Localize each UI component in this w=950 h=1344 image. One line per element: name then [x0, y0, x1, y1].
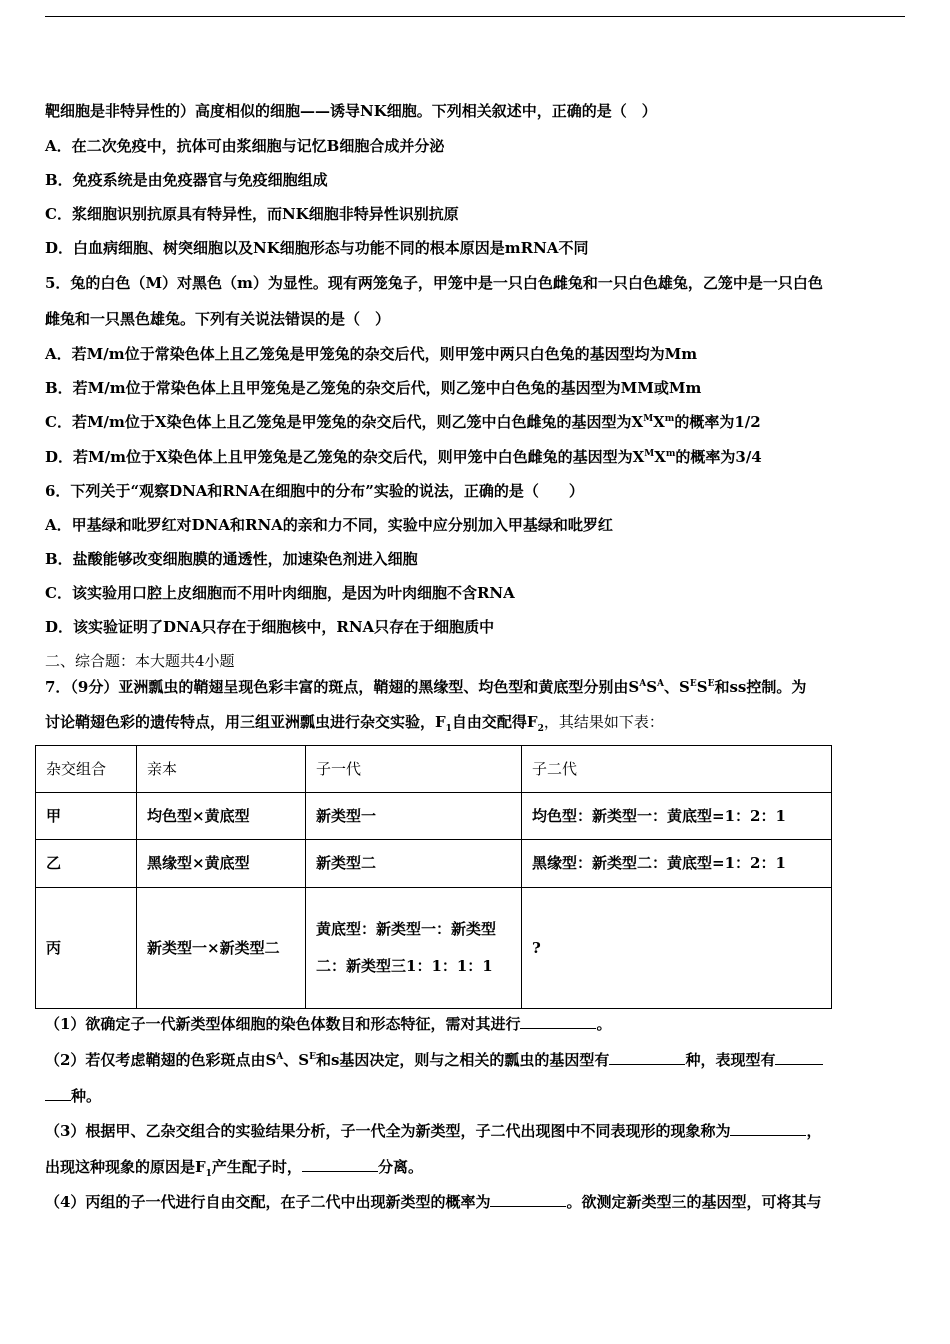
- q4-option-c: C．浆细胞识别抗原具有特异性，而NK细胞非特异性识别抗原: [45, 205, 459, 223]
- table-header-cell: 子一代: [306, 746, 522, 793]
- header-rule: [45, 16, 905, 17]
- table-header-row: [36, 746, 832, 793]
- answer-blank[interactable]: [45, 1086, 71, 1101]
- q5-option-a: A．若M/m位于常染色体上且乙笼兔是甲笼兔的杂交后代，则甲笼中两只白色兔的基因型均为Mm: [45, 345, 698, 363]
- section-heading: 二、综合题：本大题共4小题: [45, 652, 235, 670]
- table-cell: ?: [522, 888, 832, 1009]
- answer-blank[interactable]: [490, 1192, 566, 1207]
- q7-part4: （4）丙组的子一代进行自由交配，在子二代中出现新类型的概率为 。欲测定新类型三的基因型，可将其与: [45, 1193, 822, 1211]
- q4-option-d: D．白血病细胞、树突细胞以及NK细胞形态与功能不同的根本原因是mRNA不同: [45, 239, 589, 257]
- table-cell: 新类型二: [306, 840, 522, 888]
- q6-stem: 6．下列关于“观察DNA和RNA在细胞中的分布”实验的说法，正确的是（ ）: [45, 482, 584, 500]
- table-cell: 乙: [36, 840, 137, 888]
- answer-blank[interactable]: [609, 1050, 685, 1065]
- answer-blank[interactable]: [775, 1050, 823, 1065]
- q7-stem-line1: 7．（9分）亚洲瓢虫的鞘翅呈现色彩丰富的斑点，鞘翅的黑缘型、均色型和黄底型分别由$S^AS^A$、$S^ES^E$和ss控制。为: [45, 678, 807, 696]
- q4-option-b: B．免疫系统是由免疫器官与免疫细胞组成: [45, 171, 328, 189]
- table-cell: 黑缘型：新类型二：黄底型=1：2：1: [522, 840, 832, 888]
- table-cell: 黑缘型×黄底型: [137, 840, 306, 888]
- q6-option-c: C．该实验用口腔上皮细胞而不用叶肉细胞，是因为叶肉细胞不含RNA: [45, 584, 515, 602]
- answer-blank[interactable]: [302, 1157, 378, 1172]
- q5-stem-line1: 5．兔的白色（M）对黑色（m）为显性。现有两笼兔子，甲笼中是一只白色雌兔和一只白色雄兔，乙笼中是一只白色: [45, 274, 823, 292]
- answer-blank[interactable]: [730, 1121, 806, 1136]
- table-header-cell: 亲本: [137, 746, 306, 793]
- q7-part3-cont: 出现这种现象的原因是$F_1$产生配子时， 分离。: [45, 1158, 423, 1179]
- q5-option-b: B．若M/m位于常染色体上且甲笼兔是乙笼兔的杂交后代，则乙笼中白色兔的基因型为MM或Mm: [45, 379, 702, 397]
- table-cell: 丙: [36, 888, 137, 1009]
- q6-option-b: B．盐酸能够改变细胞膜的通透性，加速染色剂进入细胞: [45, 550, 418, 568]
- q5-option-c: C．若M/m位于X染色体上且乙笼兔是甲笼兔的杂交后代，则乙笼中白色雌兔的基因型为$X^MX^m$的概率为1/2: [45, 413, 761, 431]
- q7-part3: （3）根据甲、乙杂交组合的实验结果分析，子一代全为新类型，子二代出现图中不同表现形的现象称为 ，: [45, 1122, 822, 1140]
- table-cell: 均色型：新类型一：黄底型=1：2：1: [522, 793, 832, 840]
- q4-option-a: A．在二次免疫中，抗体可由浆细胞与记忆B细胞合成并分泌: [45, 137, 445, 155]
- table-row: [36, 793, 832, 840]
- table-header-cell: 子二代: [522, 746, 832, 793]
- q7-part2: （2）若仅考虑鞘翅的色彩斑点由$S^A$、$S^E$和s基因决定，则与之相关的瓢虫的基因型有 种，表现型有: [45, 1050, 823, 1070]
- q5-option-d: D．若M/m位于X染色体上且甲笼兔是乙笼兔的杂交后代，则甲笼中白色雌兔的基因型为$X^MX^m$的概率为3/4: [45, 448, 762, 466]
- answer-blank[interactable]: [520, 1014, 596, 1029]
- table-cell: 黄底型：新类型一：新类型二：新类型三1：1：1：1: [306, 888, 522, 1009]
- table-row: [36, 888, 832, 1009]
- q4-stem: 靶细胞是非特异性的）高度相似的细胞——诱导NK细胞。下列相关叙述中，正确的是（ ）: [45, 102, 657, 120]
- table-header-cell: 杂交组合: [36, 746, 137, 793]
- table-cell: 新类型一×新类型二: [137, 888, 306, 1009]
- q6-option-d: D．该实验证明了DNA只存在于细胞核中，RNA只存在于细胞质中: [45, 618, 495, 636]
- table-cell: 均色型×黄底型: [137, 793, 306, 840]
- cross-results-table: [35, 745, 832, 1009]
- q5-stem-line2: 雌兔和一只黑色雄兔。下列有关说法错误的是（ ）: [45, 310, 391, 328]
- q6-option-a: A．甲基绿和吡罗红对DNA和RNA的亲和力不同，实验中应分别加入甲基绿和吡罗红: [45, 516, 613, 534]
- table-cell: 甲: [36, 793, 137, 840]
- q7-part1: （1）欲确定子一代新类型体细胞的染色体数目和形态特征，需对其进行 。: [45, 1015, 612, 1033]
- table-row: [36, 840, 832, 888]
- q7-part2-cont: 种。: [45, 1086, 101, 1106]
- table-cell: 新类型一: [306, 793, 522, 840]
- q7-stem-line2: 讨论鞘翅色彩的遗传特点，用三组亚洲瓢虫进行杂交实验，$F_1$自由交配得$F_2$，其结果如下表：: [45, 713, 664, 734]
